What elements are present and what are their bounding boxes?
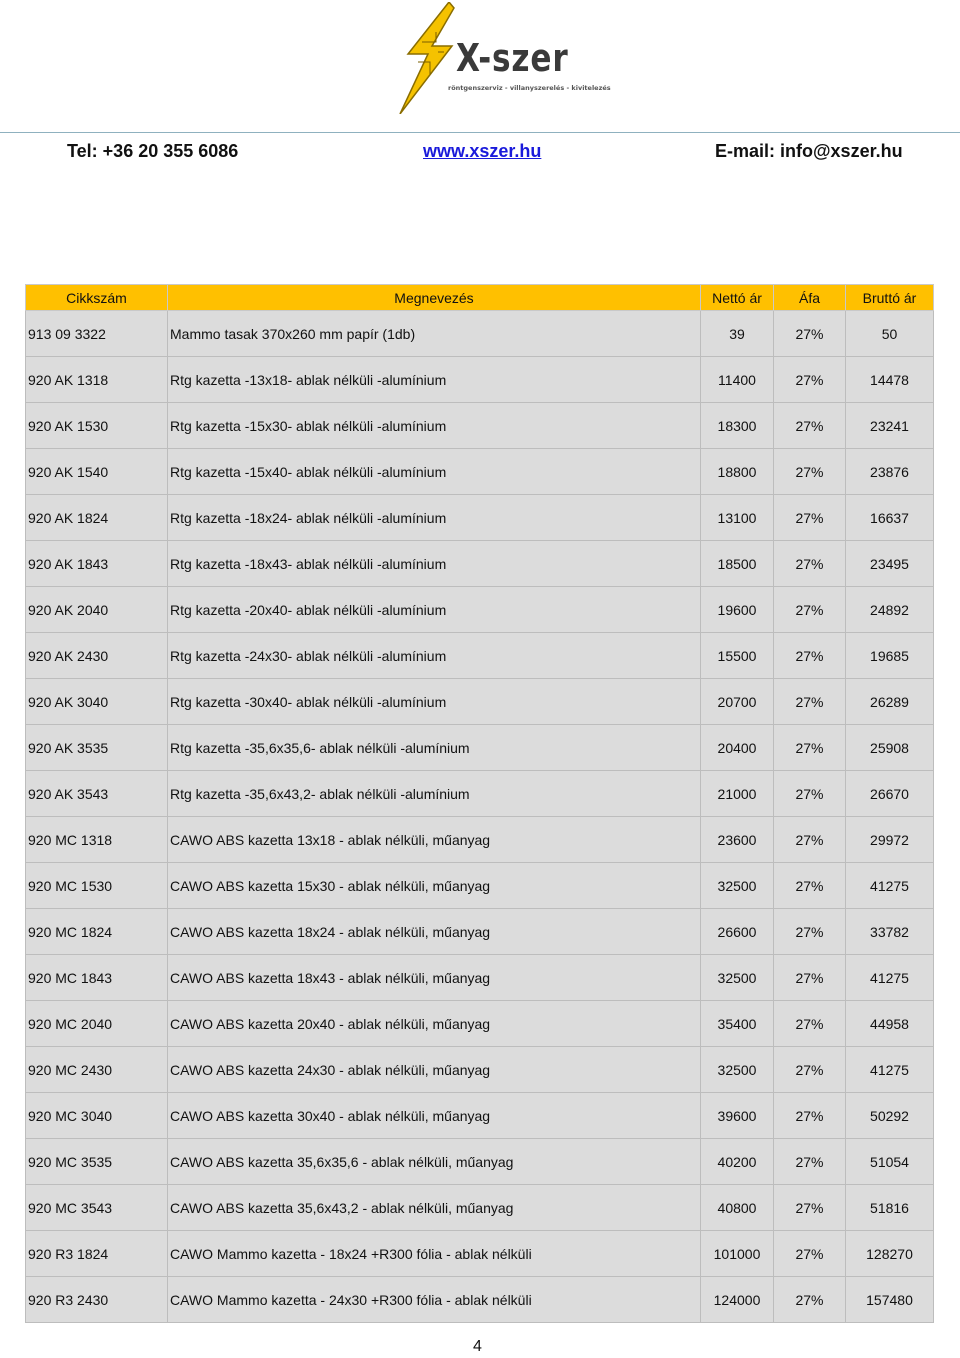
cell-item-name: Rtg kazetta -30x40- ablak nélküli -alumínium [168, 679, 701, 725]
cell-item-name: CAWO ABS kazetta 24x30 - ablak nélküli, műanyag [168, 1047, 701, 1093]
cell-net-price: 32500 [701, 863, 774, 909]
table-row [26, 863, 934, 909]
cell-item-name: Mammo tasak 370x260 mm papír (1db) [168, 311, 701, 357]
cell-net-price: 23600 [701, 817, 774, 863]
table-row [26, 1001, 934, 1047]
table-body [26, 311, 934, 1323]
cell-item-name: Rtg kazetta -15x40- ablak nélküli -alumínium [168, 449, 701, 495]
table-row [26, 495, 934, 541]
cell-net-price: 20700 [701, 679, 774, 725]
cell-vat: 27% [774, 449, 846, 495]
cell-item-code: 920 R3 1824 [26, 1231, 168, 1277]
table-header-row [26, 285, 934, 311]
cell-item-name: CAWO ABS kazetta 13x18 - ablak nélküli, műanyag [168, 817, 701, 863]
cell-item-code: 920 AK 2430 [26, 633, 168, 679]
phone-number: Tel: +36 20 355 6086 [67, 141, 239, 161]
cell-gross-price: 14478 [846, 357, 934, 403]
logo-tagline: röntgenszerviz - villanyszerelés - kivitelezés [448, 84, 611, 92]
header-item-code: Cikkszám [26, 285, 168, 311]
cell-vat: 27% [774, 817, 846, 863]
cell-item-code: 920 MC 2430 [26, 1047, 168, 1093]
cell-item-name: CAWO ABS kazetta 35,6x43,2 - ablak nélküli, műanyag [168, 1185, 701, 1231]
cell-net-price: 26600 [701, 909, 774, 955]
cell-vat: 27% [774, 725, 846, 771]
cell-vat: 27% [774, 1231, 846, 1277]
header-vat: Áfa [774, 285, 846, 311]
table-row [26, 587, 934, 633]
table-row [26, 1231, 934, 1277]
logo-wordmark: X-szer [456, 36, 569, 80]
cell-item-code: 920 AK 2040 [26, 587, 168, 633]
cell-gross-price: 41275 [846, 863, 934, 909]
cell-gross-price: 19685 [846, 633, 934, 679]
cell-item-name: Rtg kazetta -15x30- ablak nélküli -alumínium [168, 403, 701, 449]
header-item-name: Megnevezés [168, 285, 701, 311]
cell-vat: 27% [774, 587, 846, 633]
cell-net-price: 18500 [701, 541, 774, 587]
cell-gross-price: 26289 [846, 679, 934, 725]
cell-item-code: 920 AK 3535 [26, 725, 168, 771]
email-address: E-mail: info@xszer.hu [715, 141, 903, 161]
cell-item-code: 920 AK 3040 [26, 679, 168, 725]
cell-vat: 27% [774, 1093, 846, 1139]
cell-item-name: Rtg kazetta -20x40- ablak nélküli -alumínium [168, 587, 701, 633]
cell-item-name: CAWO ABS kazetta 18x24 - ablak nélküli, műanyag [168, 909, 701, 955]
header-gross-price: Bruttó ár [846, 285, 934, 311]
cell-item-name: Rtg kazetta -18x24- ablak nélküli -alumínium [168, 495, 701, 541]
table-row [26, 909, 934, 955]
cell-gross-price: 24892 [846, 587, 934, 633]
table-row [26, 403, 934, 449]
cell-item-code: 920 R3 2430 [26, 1277, 168, 1323]
table-row [26, 1047, 934, 1093]
cell-vat: 27% [774, 863, 846, 909]
cell-gross-price: 44958 [846, 1001, 934, 1047]
table-row [26, 1185, 934, 1231]
table-row [26, 817, 934, 863]
cell-vat: 27% [774, 1139, 846, 1185]
table-row [26, 357, 934, 403]
cell-vat: 27% [774, 541, 846, 587]
cell-item-code: 920 AK 1540 [26, 449, 168, 495]
table-row [26, 633, 934, 679]
cell-item-code: 920 MC 2040 [26, 1001, 168, 1047]
cell-gross-price: 51816 [846, 1185, 934, 1231]
cell-net-price: 40800 [701, 1185, 774, 1231]
page-number: 4 [473, 1338, 482, 1355]
cell-net-price: 18300 [701, 403, 774, 449]
cell-vat: 27% [774, 311, 846, 357]
cell-net-price: 39 [701, 311, 774, 357]
cell-net-price: 32500 [701, 1047, 774, 1093]
cell-gross-price: 41275 [846, 955, 934, 1001]
cell-net-price: 18800 [701, 449, 774, 495]
cell-vat: 27% [774, 403, 846, 449]
cell-gross-price: 50292 [846, 1093, 934, 1139]
header-divider [0, 132, 960, 133]
cell-vat: 27% [774, 495, 846, 541]
cell-item-code: 920 AK 3543 [26, 771, 168, 817]
price-table [25, 284, 934, 1323]
cell-vat: 27% [774, 1001, 846, 1047]
cell-net-price: 20400 [701, 725, 774, 771]
cell-net-price: 124000 [701, 1277, 774, 1323]
cell-gross-price: 41275 [846, 1047, 934, 1093]
cell-item-code: 920 MC 1318 [26, 817, 168, 863]
table-row [26, 449, 934, 495]
cell-gross-price: 51054 [846, 1139, 934, 1185]
cell-gross-price: 23241 [846, 403, 934, 449]
cell-item-name: Rtg kazetta -18x43- ablak nélküli -alumínium [168, 541, 701, 587]
cell-net-price: 21000 [701, 771, 774, 817]
cell-item-code: 920 AK 1318 [26, 357, 168, 403]
cell-gross-price: 29972 [846, 817, 934, 863]
cell-vat: 27% [774, 357, 846, 403]
table-row [26, 771, 934, 817]
cell-item-name: CAWO ABS kazetta 20x40 - ablak nélküli, műanyag [168, 1001, 701, 1047]
cell-gross-price: 157480 [846, 1277, 934, 1323]
cell-item-name: CAWO Mammo kazetta - 24x30 +R300 fólia - ablak nélküli [168, 1277, 701, 1323]
cell-item-code: 920 MC 1843 [26, 955, 168, 1001]
cell-net-price: 39600 [701, 1093, 774, 1139]
cell-net-price: 15500 [701, 633, 774, 679]
cell-vat: 27% [774, 955, 846, 1001]
cell-net-price: 11400 [701, 357, 774, 403]
cell-item-name: CAWO ABS kazetta 35,6x35,6 - ablak nélküli, műanyag [168, 1139, 701, 1185]
cell-vat: 27% [774, 1277, 846, 1323]
cell-vat: 27% [774, 679, 846, 725]
cell-vat: 27% [774, 1185, 846, 1231]
cell-gross-price: 33782 [846, 909, 934, 955]
cell-item-code: 920 AK 1843 [26, 541, 168, 587]
cell-net-price: 13100 [701, 495, 774, 541]
table-row [26, 679, 934, 725]
cell-vat: 27% [774, 909, 846, 955]
cell-item-name: Rtg kazetta -24x30- ablak nélküli -alumínium [168, 633, 701, 679]
cell-item-code: 920 MC 1530 [26, 863, 168, 909]
cell-item-code: 920 AK 1530 [26, 403, 168, 449]
table-row [26, 1277, 934, 1323]
cell-item-name: CAWO ABS kazetta 30x40 - ablak nélküli, műanyag [168, 1093, 701, 1139]
table-row [26, 1139, 934, 1185]
cell-net-price: 40200 [701, 1139, 774, 1185]
cell-gross-price: 50 [846, 311, 934, 357]
cell-item-code: 920 MC 3543 [26, 1185, 168, 1231]
cell-item-name: Rtg kazetta -13x18- ablak nélküli -alumínium [168, 357, 701, 403]
cell-vat: 27% [774, 1047, 846, 1093]
cell-gross-price: 23876 [846, 449, 934, 495]
cell-gross-price: 128270 [846, 1231, 934, 1277]
cell-item-code: 920 MC 1824 [26, 909, 168, 955]
cell-item-name: CAWO Mammo kazetta - 18x24 +R300 fólia - ablak nélküli [168, 1231, 701, 1277]
lightning-bolt-icon [392, 2, 462, 114]
cell-item-code: 920 MC 3040 [26, 1093, 168, 1139]
cell-gross-price: 23495 [846, 541, 934, 587]
cell-item-code: 920 AK 1824 [26, 495, 168, 541]
cell-item-code: 913 09 3322 [26, 311, 168, 357]
cell-net-price: 35400 [701, 1001, 774, 1047]
cell-net-price: 32500 [701, 955, 774, 1001]
cell-item-name: Rtg kazetta -35,6x43,2- ablak nélküli -alumínium [168, 771, 701, 817]
cell-vat: 27% [774, 771, 846, 817]
table-row [26, 725, 934, 771]
cell-gross-price: 25908 [846, 725, 934, 771]
table-row [26, 955, 934, 1001]
cell-item-name: Rtg kazetta -35,6x35,6- ablak nélküli -alumínium [168, 725, 701, 771]
table-row [26, 541, 934, 587]
cell-gross-price: 16637 [846, 495, 934, 541]
cell-vat: 27% [774, 633, 846, 679]
cell-item-name: CAWO ABS kazetta 18x43 - ablak nélküli, műanyag [168, 955, 701, 1001]
table-row [26, 311, 934, 357]
cell-item-code: 920 MC 3535 [26, 1139, 168, 1185]
table-row [26, 1093, 934, 1139]
website-link[interactable]: www.xszer.hu [423, 141, 542, 161]
cell-gross-price: 26670 [846, 771, 934, 817]
cell-net-price: 19600 [701, 587, 774, 633]
header-net-price: Nettó ár [701, 285, 774, 311]
company-logo [392, 2, 611, 114]
cell-item-name: CAWO ABS kazetta 15x30 - ablak nélküli, műanyag [168, 863, 701, 909]
cell-net-price: 101000 [701, 1231, 774, 1277]
